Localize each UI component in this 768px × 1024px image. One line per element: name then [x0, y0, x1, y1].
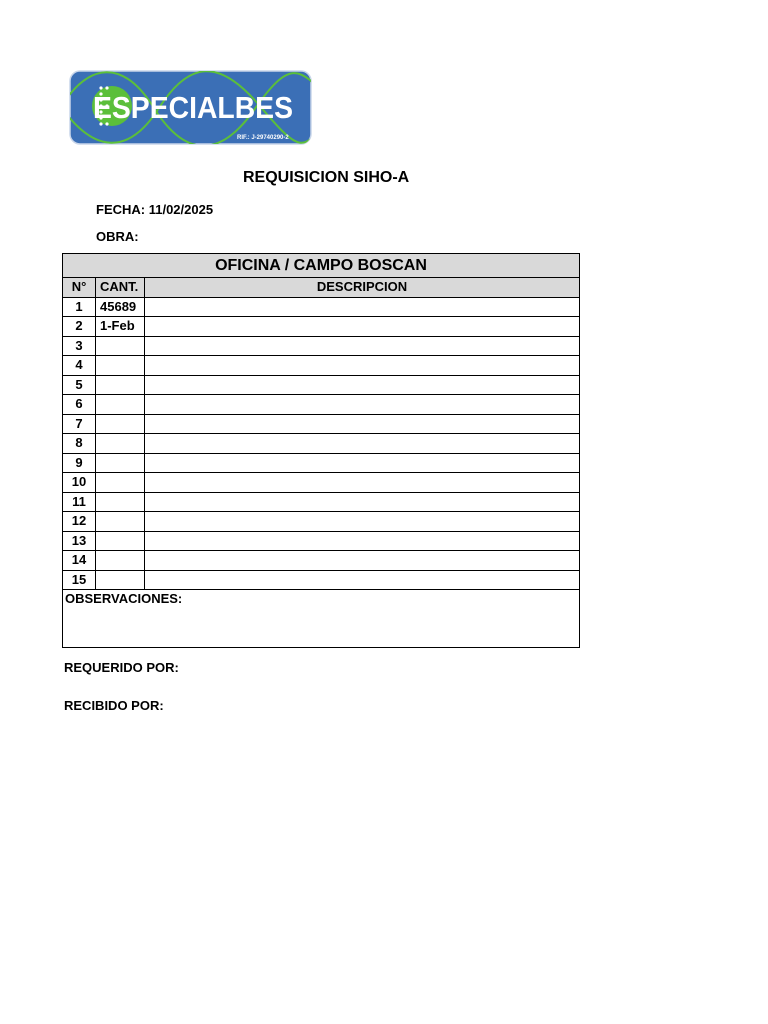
row-qty: [96, 336, 145, 356]
table-row: [63, 297, 580, 317]
row-number: 6: [63, 395, 96, 415]
table-row: [63, 473, 580, 493]
row-qty: 45689: [96, 297, 145, 317]
row-desc: [145, 492, 580, 512]
table-row: [63, 512, 580, 532]
table-row: [63, 492, 580, 512]
row-qty: [96, 492, 145, 512]
table-row: [63, 531, 580, 551]
row-desc: [145, 453, 580, 473]
table-row: [63, 336, 580, 356]
row-desc: [145, 473, 580, 493]
row-number: 7: [63, 414, 96, 434]
row-qty: [96, 356, 145, 376]
row-qty: [96, 395, 145, 415]
row-desc: [145, 551, 580, 571]
row-desc: [145, 375, 580, 395]
row-qty: [96, 551, 145, 571]
row-desc: [145, 434, 580, 454]
row-qty: [96, 531, 145, 551]
row-desc: [145, 414, 580, 434]
row-desc: [145, 356, 580, 376]
requerido-por: REQUERIDO POR:: [64, 660, 179, 675]
table-row: [63, 356, 580, 376]
obra-field: OBRA:: [96, 229, 139, 244]
fecha-field: FECHA: 11/02/2025: [96, 202, 214, 217]
row-desc: [145, 570, 580, 590]
observations-label: OBSERVACIONES:: [63, 590, 580, 648]
row-number: 8: [63, 434, 96, 454]
row-qty: 1-Feb: [96, 317, 145, 337]
row-desc: [145, 317, 580, 337]
table-row: [63, 453, 580, 473]
row-qty: [96, 473, 145, 493]
row-number: 1: [63, 297, 96, 317]
logo-rif: RIF.: J-29740290-2: [237, 135, 289, 141]
row-number: 11: [63, 492, 96, 512]
row-desc: [145, 336, 580, 356]
row-number: 4: [63, 356, 96, 376]
company-logo: [69, 70, 312, 145]
row-qty: [96, 414, 145, 434]
table-row: [63, 395, 580, 415]
logo-wordmark: ESPECIALBES: [93, 90, 293, 125]
row-number: 12: [63, 512, 96, 532]
header-desc: DESCRIPCION: [145, 278, 580, 298]
requisition-table: [62, 253, 580, 648]
row-qty: [96, 512, 145, 532]
observations-row: [63, 590, 580, 648]
row-number: 15: [63, 570, 96, 590]
row-qty: [96, 570, 145, 590]
document-title: REQUISICION SIHO-A: [243, 169, 410, 186]
row-number: 13: [63, 531, 96, 551]
table-row: [63, 434, 580, 454]
row-qty: [96, 434, 145, 454]
row-qty: [96, 375, 145, 395]
section-row: [63, 254, 580, 278]
header-row: [63, 278, 580, 298]
row-desc: [145, 395, 580, 415]
section-title: OFICINA / CAMPO BOSCAN: [63, 254, 580, 278]
row-desc: [145, 297, 580, 317]
row-desc: [145, 531, 580, 551]
row-qty: [96, 453, 145, 473]
table-row: [63, 570, 580, 590]
row-number: 5: [63, 375, 96, 395]
recibido-por: RECIBIDO POR:: [64, 698, 164, 713]
header-qty: CANT.: [96, 278, 145, 298]
table-row: [63, 317, 580, 337]
table-row: [63, 375, 580, 395]
header-num: N°: [63, 278, 96, 298]
row-number: 9: [63, 453, 96, 473]
table-row: [63, 414, 580, 434]
row-number: 3: [63, 336, 96, 356]
row-number: 2: [63, 317, 96, 337]
row-number: 14: [63, 551, 96, 571]
row-desc: [145, 512, 580, 532]
table-row: [63, 551, 580, 571]
row-number: 10: [63, 473, 96, 493]
